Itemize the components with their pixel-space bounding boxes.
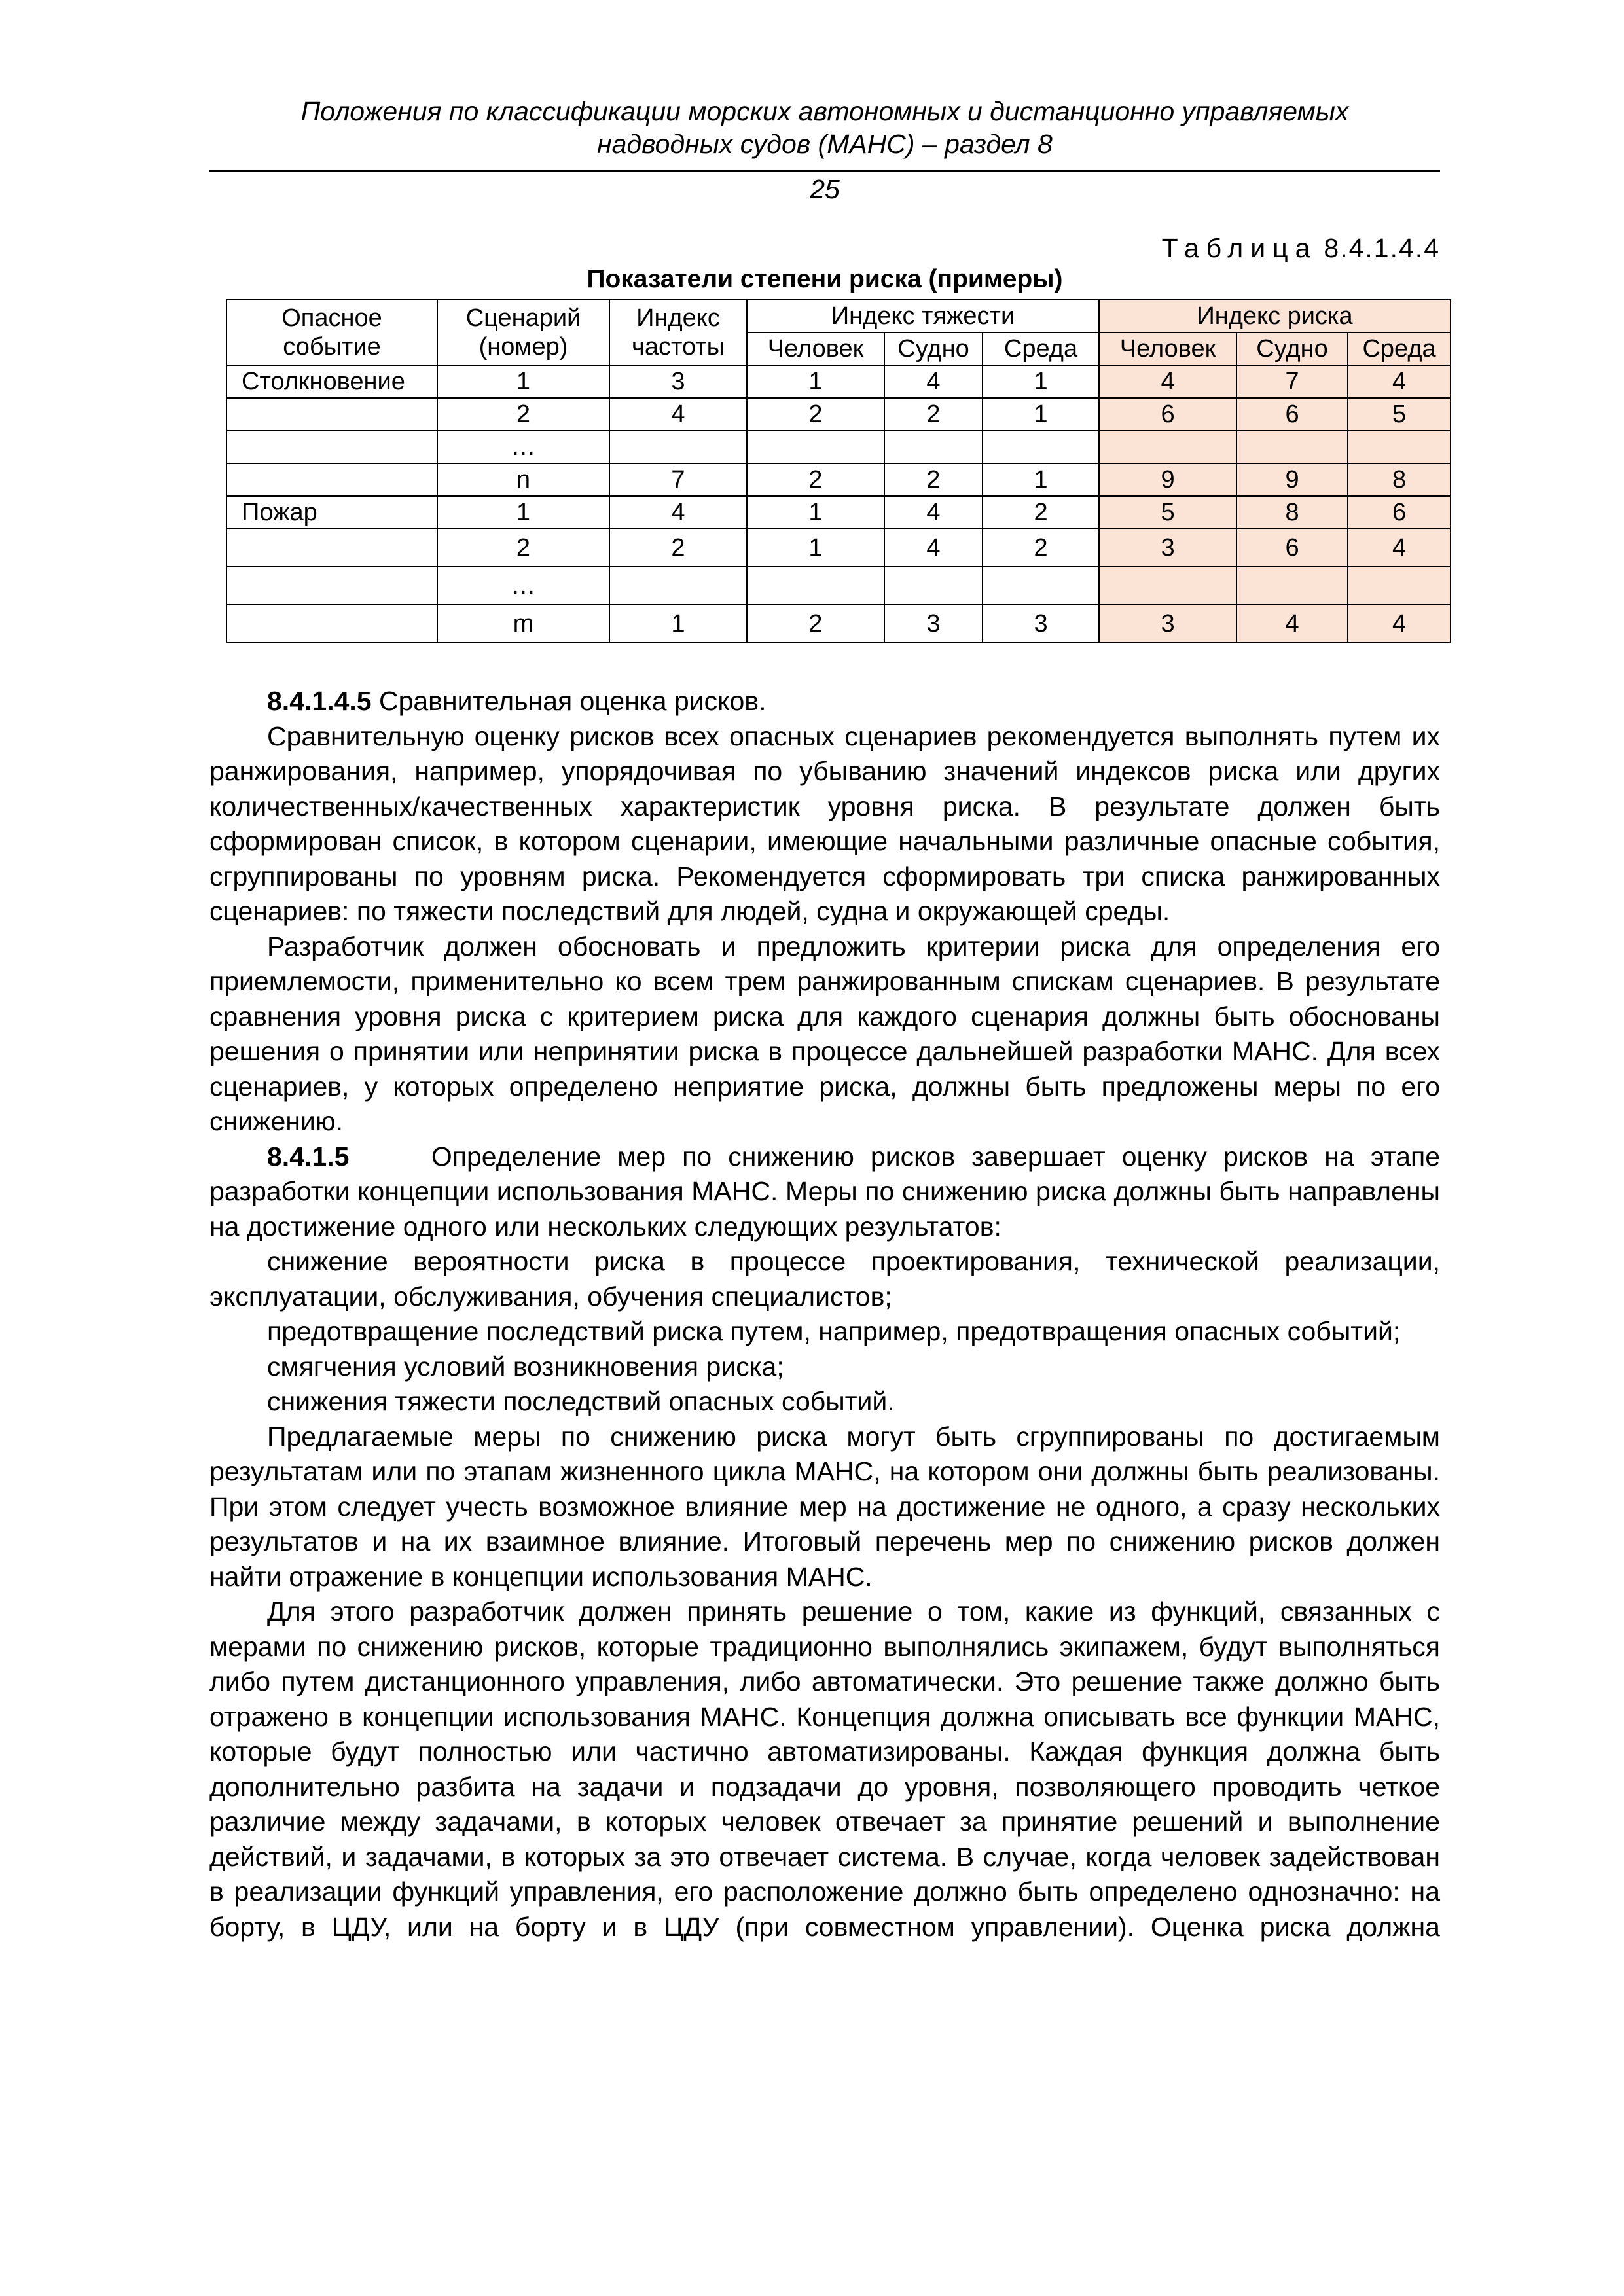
cell: 8	[1348, 463, 1451, 496]
th-severity-ship: Судно	[884, 332, 983, 365]
cell: 4	[1099, 365, 1236, 398]
cell: 2	[437, 529, 609, 567]
cell	[747, 567, 884, 605]
cell: 4	[884, 529, 983, 567]
cell: 7	[609, 463, 747, 496]
table-row	[226, 496, 1451, 529]
table-row	[226, 463, 1451, 496]
th-severity-human: Человек	[747, 332, 884, 365]
cell: 6	[1348, 496, 1451, 529]
body-text	[209, 684, 1448, 1945]
clause-number: 8.4.1.5	[267, 1141, 350, 1172]
cell: 6	[1236, 529, 1348, 567]
cell: 5	[1099, 496, 1236, 529]
cell: 2	[983, 529, 1099, 567]
cell: 1	[747, 365, 884, 398]
list-item: снижение вероятности риска в процессе проектирования, технической реализации, эксплуатации, обслуживания, обучения специалистов;	[209, 1246, 1440, 1312]
cell: 4	[1348, 365, 1451, 398]
table-row	[226, 431, 1451, 463]
cell: 2	[884, 463, 983, 496]
cell: 2	[884, 398, 983, 431]
cell	[226, 529, 437, 567]
cell: 3	[609, 365, 747, 398]
cell: 3	[983, 605, 1099, 643]
cell: 4	[1236, 605, 1348, 643]
list-item: снижения тяжести последствий опасных событий.	[267, 1386, 895, 1416]
cell: 2	[437, 398, 609, 431]
cell	[983, 567, 1099, 605]
risk-index-table	[226, 299, 1451, 643]
cell: 1	[747, 496, 884, 529]
cell	[884, 431, 983, 463]
list-item: предотвращение последствий риска путем, например, предотвращения опасных событий;	[267, 1316, 1401, 1346]
cell	[884, 567, 983, 605]
cell: 7	[1236, 365, 1348, 398]
cell	[983, 431, 1099, 463]
cell	[226, 567, 437, 605]
cell	[609, 431, 747, 463]
cell: 1	[983, 463, 1099, 496]
cell: 9	[1099, 463, 1236, 496]
th-event: Опасное событие	[226, 300, 437, 365]
cell: 4	[884, 365, 983, 398]
table-title: Показатели степени риска (примеры)	[586, 265, 1063, 293]
cell	[226, 463, 437, 496]
cell: 2	[747, 398, 884, 431]
header-line-1: Положения по классификации морских автономных и дистанционно управляемых	[300, 96, 1349, 126]
list-item: смягчения условий возникновения риска;	[267, 1351, 784, 1382]
cell: 6	[1099, 398, 1236, 431]
cell: 4	[884, 496, 983, 529]
th-scenario: Сценарий (номер)	[437, 300, 609, 365]
cell: 1	[609, 605, 747, 643]
cell: 4	[609, 398, 747, 431]
table-row	[226, 398, 1451, 431]
th-risk: Индекс риска	[1099, 300, 1451, 332]
cell: 4	[1348, 529, 1451, 567]
paragraph-8-4-1-5	[209, 1139, 1448, 1245]
running-header	[209, 95, 1440, 160]
cell	[226, 605, 437, 643]
cell	[226, 398, 437, 431]
cell: 3	[1099, 605, 1236, 643]
cell: 2	[609, 529, 747, 567]
table-label-number: 8.4.1.4.4	[1324, 233, 1440, 263]
cell: …	[437, 431, 609, 463]
cell: 6	[1236, 398, 1348, 431]
clause-number: 8.4.1.4.5	[267, 686, 372, 716]
th-risk-ship: Судно	[1236, 332, 1348, 365]
table-row	[226, 567, 1451, 605]
cell: 3	[1099, 529, 1236, 567]
cell: 2	[983, 496, 1099, 529]
table-label	[1162, 232, 1440, 264]
th-risk-human: Человек	[1099, 332, 1236, 365]
cell	[1348, 567, 1451, 605]
clause-text: Определение мер по снижению рисков завершает оценку рисков на этапе разработки концепции использования МАНС. Меры по снижению риска должны быть направлены на достижение одного или нескольких следующих результатов:	[209, 1141, 1448, 1242]
cell	[1099, 567, 1236, 605]
cell: 2	[747, 605, 884, 643]
th-severity-env: Среда	[983, 332, 1099, 365]
paragraph: Сравнительную оценку рисков всех опасных сценариев рекомендуется выполнять путем их ранжирования, например, упорядочивая по убыванию значений индексов риска или других количественных/качественных характеристик уровня риска. В результате должен быть сформирован список, в котором сценарии, имеющие начальными различные опасные события, сгруппированы по уровням риска. Рекомендуется сформировать три списка ранжированных сценариев: по тяжести последствий для людей, судна и окружающей среды.	[209, 721, 1440, 926]
th-risk-env: Среда	[1348, 332, 1451, 365]
table-header-row	[226, 300, 1451, 332]
cell: Столкновение	[226, 365, 437, 398]
cell: 2	[747, 463, 884, 496]
cell: 1	[983, 398, 1099, 431]
cell: Пожар	[226, 496, 437, 529]
cell: 5	[1348, 398, 1451, 431]
cell: n	[437, 463, 609, 496]
table-row	[226, 605, 1451, 643]
cell: 3	[884, 605, 983, 643]
table-row	[226, 365, 1451, 398]
header-rule	[209, 170, 1440, 172]
th-frequency: Индекс частоты	[609, 300, 747, 365]
cell: 4	[1348, 605, 1451, 643]
clause-title: Сравнительная оценка рисков.	[371, 686, 767, 716]
cell: 1	[747, 529, 884, 567]
cell: 1	[437, 496, 609, 529]
table-label-word: Таблица	[1161, 233, 1318, 263]
cell	[1348, 431, 1451, 463]
cell	[226, 431, 437, 463]
cell	[1236, 431, 1348, 463]
cell: 4	[609, 496, 747, 529]
cell	[609, 567, 747, 605]
cell: 1	[437, 365, 609, 398]
cell: m	[437, 605, 609, 643]
th-severity: Индекс тяжести	[747, 300, 1099, 332]
cell: 1	[983, 365, 1099, 398]
page-number: 25	[810, 174, 840, 204]
table-row	[226, 529, 1451, 567]
paragraph-8-4-1-4-5	[209, 684, 1440, 719]
paragraph: Разработчик должен обосновать и предложить критерии риска для определения его приемлемости, применительно ко всем трем ранжированным спискам сценариев. В результате сравнения уровня риска с критерием риска для каждого сценария должны быть обоснованы решения о принятии или непринятии риска в процессе дальнейшей разработки МАНС. Для всех сценариев, у которых определено неприятие риска, должны быть предложены меры по его снижению.	[209, 931, 1440, 1136]
header-line-2: надводных судов (МАНС) – раздел 8	[597, 129, 1053, 159]
paragraph: Предлагаемые меры по снижению риска могут быть сгруппированы по достигаемым результатам или по этапам жизненного цикла МАНС, на котором они должны быть реализованы. При этом следует учесть возможное влияние мер на достижение не одного, а сразу нескольких результатов и на их взаимное влияние. Итоговый перечень мер по снижению рисков должен найти отражение в концепции использования МАНС.	[209, 1421, 1440, 1592]
cell: 8	[1236, 496, 1348, 529]
cell: 9	[1236, 463, 1348, 496]
cell	[1236, 567, 1348, 605]
cell: …	[437, 567, 609, 605]
paragraph: Для этого разработчик должен принять решение о том, какие из функций, связанных с мерами по снижению рисков, которые традиционно выполнялись экипажем, будут выполняться либо путем дистанционного управления, либо автоматически. Это решение также должно быть отражено в концепции использования МАНС. Концепция должна описывать все функции МАНС, которые будут полностью или частично автоматизированы. Каждая функция должна быть дополнительно разбита на задачи и подзадачи до уровня, позволяющего проводить четкое различие между задачами, в которых человек отвечает за принятие решений и выполнение действий, и задачами, в которых за это отвечает система. В случае, когда человек задействован в реализации функций управления, его расположение должно быть определено однозначно: на борту, в ЦДУ, или на борту и в ЦДУ (при совместном управлении). Оценка риска должна	[209, 1596, 1440, 1942]
cell	[747, 431, 884, 463]
cell	[1099, 431, 1236, 463]
